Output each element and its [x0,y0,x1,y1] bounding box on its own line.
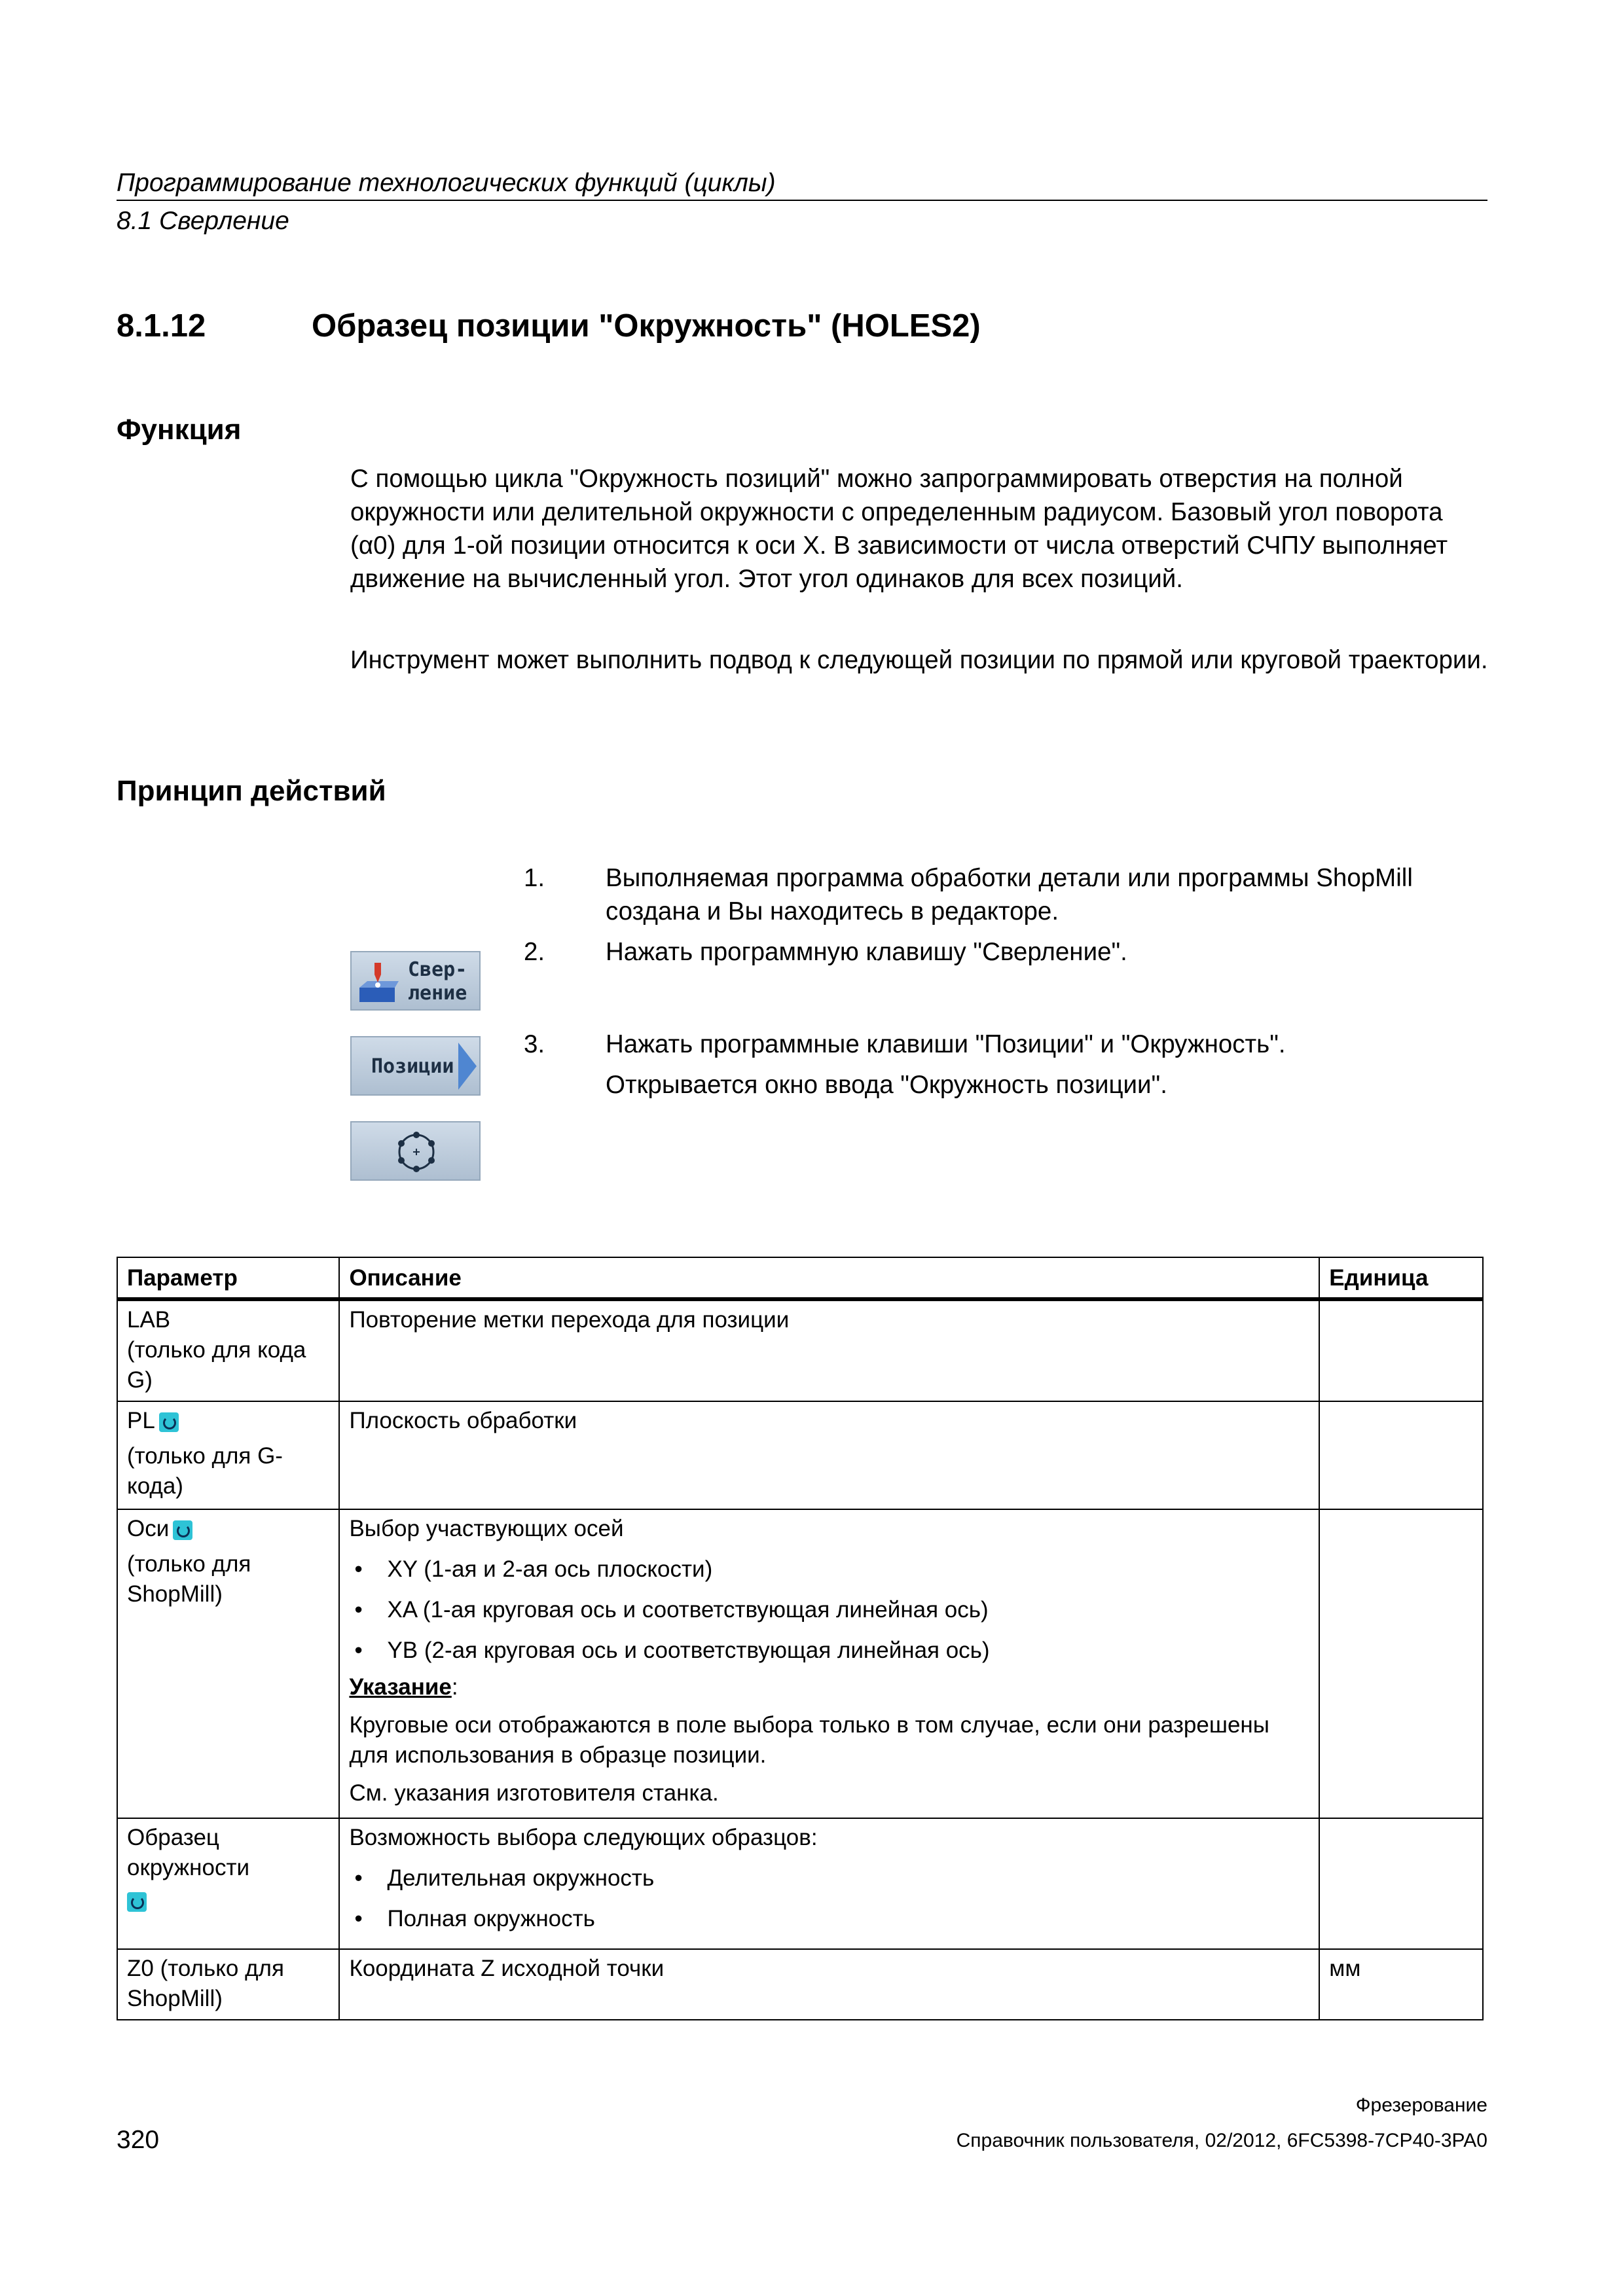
table-header-row [117,1257,1483,1299]
param-cell: Z0 (только для ShopMill) [117,1949,339,2020]
unit-cell [1319,1299,1483,1401]
header-rule [117,200,1487,201]
unit-cell [1319,1401,1483,1509]
note-text: Круговые оси отображаются в поле выбора только в том случае, если они разрешены для использования в образце позиции. [349,1712,1269,1768]
drill-icon [357,959,399,1005]
desc-cell: Плоскость обработки [339,1401,1319,1509]
list-item: • Делительная окружность [349,1863,1309,1893]
header-desc: Описание [339,1257,1319,1299]
param-cell [117,1509,339,1818]
running-header-chapter: Программирование технологических функций (циклы) [117,169,776,197]
desc-cell: Повторение метки перехода для позиции [339,1299,1319,1401]
param-name: LAB [127,1307,171,1333]
arrow-right-icon [458,1043,477,1090]
header-unit: Единица [1319,1257,1483,1299]
circle-softkey[interactable] [350,1121,481,1181]
drilling-softkey-label-1: Свер- [408,958,467,981]
principle-heading: Принцип действий [117,775,386,807]
table-row [117,1299,1483,1401]
desc-text: Выбор участвующих осей [349,1516,624,1541]
note-reference: См. указания изготовителя станка. [349,1780,719,1806]
desc-cell [339,1818,1319,1949]
param-name: Образец окружности [127,1825,250,1880]
step-text: Нажать программные клавиши "Позиции" и "Окружность". [606,1030,1286,1058]
toggle-icon [159,1412,179,1432]
footer-reference: Справочник пользователя, 02/2012, 6FC5398-7CP40-3PA0 [956,2130,1487,2151]
desc-cell: Координата Z исходной точки [339,1949,1319,2020]
param-name: PL [127,1408,155,1433]
list-item: • XA (1-ая круговая ось и соответствующая линейная ось) [349,1595,1309,1625]
param-cell [117,1818,339,1949]
table-row [117,1509,1483,1818]
positions-softkey[interactable] [350,1036,481,1096]
step-number: 3. [524,1030,545,1058]
function-paragraph-1: С помощью цикла "Окружность позиций" можно запрограммировать отверстия на полной окружности или делительной окружности с определенным радиусом. Базовый угол поворота (α0) для 1-ой позиции относится к оси X. В зависимости от числа отверстий СЧПУ выполняет движение на вычисленный угол. Этот угол одинаков для всех позиций. [350,465,1448,593]
step-number: 2. [524,938,545,966]
function-paragraph-2: Инструмент может выполнить подвод к следующей позиции по прямой или круговой траектории. [350,646,1488,674]
param-cell [117,1299,339,1401]
unit-cell: мм [1319,1949,1483,2020]
list-item: • YB (2-ая круговая ось и соответствующая линейная ось) [349,1636,1309,1666]
step-text: Выполняемая программа обработки детали или программы ShopMill создана и Вы находитесь в редакторе. [606,864,1413,925]
positions-softkey-label: Позиции [371,1055,454,1078]
section-title [117,308,981,344]
circle-pattern-icon [392,1128,441,1176]
footer-book-title: Фрезерование [1355,2094,1487,2116]
list-item: • Полная окружность [349,1904,1309,1934]
step-number: 1. [524,864,545,892]
section-number: 8.1.12 [117,308,206,344]
param-note: (только для ShopMill) [127,1551,251,1607]
param-cell [117,1401,339,1509]
list-item: • XY (1-ая и 2-ая ось плоскости) [349,1554,1309,1585]
function-heading: Функция [117,414,242,446]
note-heading: Указание: [349,1674,458,1700]
param-name: Оси [127,1516,170,1541]
param-note: (только для G-кода) [127,1443,283,1499]
desc-cell [339,1509,1319,1818]
running-header-section: 8.1 Сверление [117,207,289,235]
step-result-text: Открывается окно ввода "Окружность позиции". [606,1071,1167,1099]
section-title-text: Образец позиции "Окружность" (HOLES2) [312,308,981,344]
page-number: 320 [117,2126,160,2154]
drilling-softkey[interactable] [350,951,481,1011]
step-text: Нажать программную клавишу "Сверление". [606,938,1127,966]
toggle-icon [173,1520,192,1540]
table-row [117,1818,1483,1949]
parameter-table [117,1257,1484,2020]
drilling-softkey-label-2: ление [408,982,467,1005]
param-note: (только для кода G) [127,1337,306,1393]
toggle-icon [127,1892,147,1912]
table-row [117,1949,1483,2020]
unit-cell [1319,1818,1483,1949]
unit-cell [1319,1509,1483,1818]
header-param: Параметр [117,1257,339,1299]
note-label: Указание [349,1674,452,1700]
table-row [117,1401,1483,1509]
desc-text: Возможность выбора следующих образцов: [349,1825,818,1850]
